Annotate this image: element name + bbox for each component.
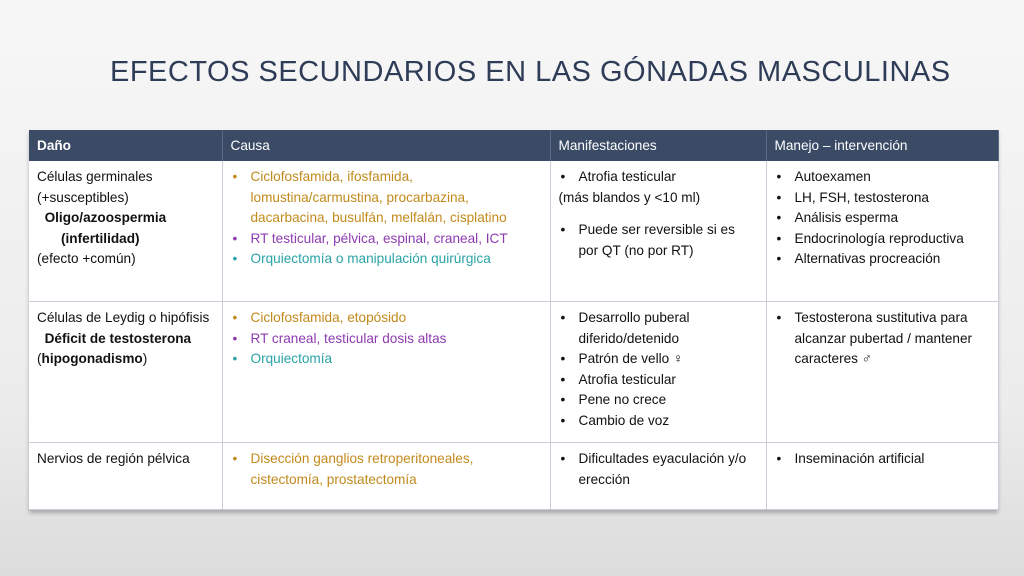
header-manejo: Manejo – intervención xyxy=(766,130,998,161)
list-item: • Cambio de voz xyxy=(559,411,758,432)
list-item: • Desarrollo puberal diferido/detenido xyxy=(559,308,758,349)
dano-cell: Nervios de región pélvica xyxy=(29,443,222,510)
manifestaciones-cell xyxy=(550,443,766,510)
list-item: • Pene no crece xyxy=(559,390,758,411)
list-item: • Orquiectomía o manipulación quirúrgica xyxy=(231,249,542,270)
list-item: • Testosterona sustitutiva para alcanzar pubertad / mantener caracteres ♂ xyxy=(775,308,990,370)
list-item: • Análisis esperma xyxy=(775,208,990,229)
list-item: • Orquiectomía xyxy=(231,349,542,370)
list-item: • Inseminación artificial xyxy=(775,449,990,470)
list-item: • Alternativas procreación xyxy=(775,249,990,270)
list-item: • Puede ser reversible si es por QT (no por RT) xyxy=(559,220,758,261)
list-item: • Disección ganglios retroperitoneales, cistectomía, prostatectomía xyxy=(231,449,542,490)
table-row xyxy=(29,443,998,510)
list-item: • Atrofia testicular xyxy=(559,167,758,188)
manifestaciones-cell: • Atrofia testicular (más blandos y <10 ml) • Puede ser reversible si es por QT (no por RT) xyxy=(550,161,766,302)
manejo-cell xyxy=(766,302,998,443)
header-dano: Daño xyxy=(29,130,222,161)
effects-table xyxy=(29,130,998,510)
list-item: • LH, FSH, testosterona xyxy=(775,188,990,209)
list-item: • Ciclofosfamida, etopósido xyxy=(231,308,542,329)
table-row xyxy=(29,161,998,302)
list-item: • Atrofia testicular xyxy=(559,370,758,391)
header-causa: Causa xyxy=(222,130,550,161)
causa-cell xyxy=(222,161,550,302)
manejo-cell xyxy=(766,161,998,302)
table-row xyxy=(29,302,998,443)
causa-cell xyxy=(222,302,550,443)
dano-cell: Células germinales (+susceptibles) Oligo/azoospermia (infertilidad) (efecto +común) xyxy=(29,161,222,302)
dano-cell: Células de Leydig o hipófisis Déficit de testosterona (hipogonadismo) xyxy=(29,302,222,443)
page-title: EFECTOS SECUNDARIOS EN LAS GÓNADAS MASCULINAS xyxy=(110,56,951,88)
manejo-cell xyxy=(766,443,998,510)
list-item: • Ciclofosfamida, ifosfamida, lomustina/carmustina, procarbazina, dacarbacina, busulfán, melfalán, cisplatino xyxy=(231,167,542,229)
causa-cell xyxy=(222,443,550,510)
list-item: • Dificultades eyaculación y/o erección xyxy=(559,449,758,490)
list-item: • Autoexamen xyxy=(775,167,990,188)
header-manifestaciones: Manifestaciones xyxy=(550,130,766,161)
manifestaciones-cell xyxy=(550,302,766,443)
table-header-row xyxy=(29,130,998,161)
list-item: • RT craneal, testicular dosis altas xyxy=(231,329,542,350)
list-item: • Patrón de vello ♀ xyxy=(559,349,758,370)
list-item: • Endocrinología reproductiva xyxy=(775,229,990,250)
list-item: • RT testicular, pélvica, espinal, craneal, ICT xyxy=(231,229,542,250)
